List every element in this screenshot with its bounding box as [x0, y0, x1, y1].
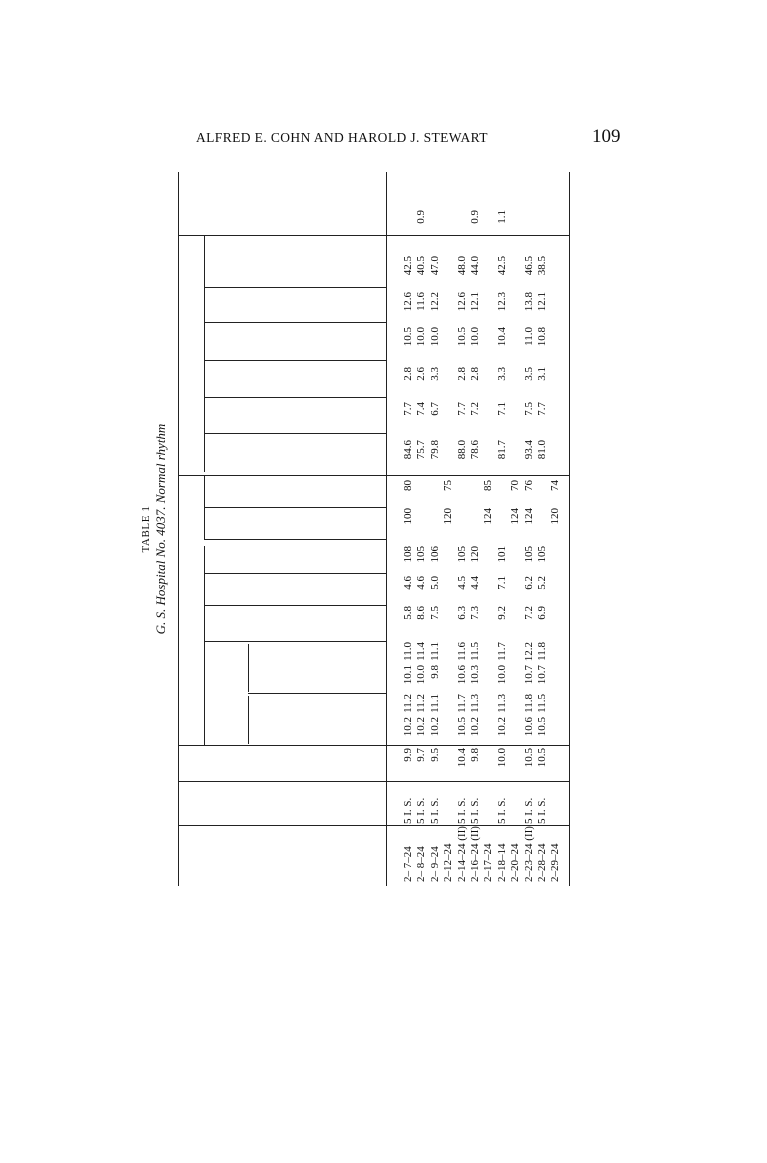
- table-caption: [140, 172, 169, 886]
- cell-mll: 7.4: [415, 402, 428, 416]
- cell-mlr: 2.8: [469, 367, 481, 381]
- column-rule: [204, 573, 386, 574]
- cell-date: 2– 9–24: [428, 846, 441, 882]
- cell-bpd: 76: [522, 480, 535, 491]
- cell-mlr: 2.8: [402, 367, 414, 381]
- column-rule: [248, 693, 386, 694]
- cell-lg: 12.3: [495, 292, 508, 312]
- cell-ra: 4.6: [402, 576, 414, 590]
- cell-mll: 7.7: [536, 402, 548, 416]
- cell-tr: 10.0: [415, 327, 428, 347]
- cell-tdc: 10.5: [536, 748, 548, 768]
- subgroup-rule-trac: [248, 644, 249, 692]
- cell-mlr: 3.3: [428, 367, 441, 381]
- subgroup-rule-orig: [248, 696, 249, 744]
- cell-ics: 5 I. S.: [455, 797, 468, 824]
- cell-bps: 120: [549, 508, 562, 525]
- cell-od: 11.7: [455, 694, 468, 713]
- cell-area: 88.0: [455, 440, 468, 460]
- cell-ics: 5 I. S.: [415, 797, 428, 824]
- cell-bpd: 74: [549, 480, 562, 491]
- cell-area: 79.8: [428, 440, 441, 460]
- cell-rate: 120: [469, 546, 481, 563]
- cell-date: 2–17–24: [482, 843, 495, 882]
- cell-od: 11.3: [495, 694, 508, 713]
- cell-mlr: 2.6: [415, 367, 428, 381]
- cell-an: 48.0: [455, 256, 468, 276]
- header-bottom-rule: [386, 172, 387, 886]
- cell-lv: 7.5: [428, 606, 441, 620]
- cell-date: 2–14–24 (II): [455, 826, 468, 882]
- cell-an: 42.5: [402, 256, 414, 276]
- cell-lg: 13.8: [522, 292, 535, 312]
- cell-td: 12.2: [522, 642, 535, 662]
- cell-lv: 7.3: [469, 606, 481, 620]
- cell-rate: 108: [402, 546, 414, 563]
- cell-bpd: 85: [482, 480, 495, 491]
- cell-an: 44.0: [469, 256, 481, 276]
- cell-rate: 106: [428, 546, 441, 563]
- cell-mlr: 3.5: [522, 367, 535, 381]
- cell-rate: 105: [455, 546, 468, 563]
- group-rule-moving: [204, 546, 205, 746]
- cell-rate: 101: [495, 546, 508, 563]
- column-rule: [204, 322, 386, 323]
- cell-an: 47.0: [428, 256, 441, 276]
- cell-bps: 124: [509, 508, 522, 525]
- cell-lv: 6.9: [536, 606, 548, 620]
- cell-od: 11.3: [469, 694, 481, 713]
- cell-lv: 8.6: [415, 606, 428, 620]
- cell-tr: 10.4: [495, 327, 508, 347]
- cell-tdc: 9.8: [469, 748, 481, 762]
- running-title: ALFRED E. COHN AND HAROLD J. STEWART: [196, 130, 488, 145]
- cell-os: 10.2: [402, 717, 414, 737]
- column-rule: [204, 605, 386, 606]
- cell-bpd: 70: [509, 480, 522, 491]
- cell-od: 11.2: [415, 694, 428, 713]
- cell-mlr: 2.8: [455, 367, 468, 381]
- cell-tdc: 9.5: [428, 748, 441, 762]
- column-rule: [204, 507, 386, 508]
- cell-rate: 105: [536, 546, 548, 563]
- cell-os: 10.2: [415, 717, 428, 737]
- cell-ra: 7.1: [495, 576, 508, 590]
- group-rule-control: [204, 236, 205, 472]
- cell-an: 42.5: [495, 256, 508, 276]
- table-label: TABLE 1: [140, 505, 152, 553]
- cell-area: 81.0: [536, 440, 548, 460]
- cell-td: 11.4: [415, 642, 428, 661]
- cell-lg: 12.6: [455, 292, 468, 312]
- cell-td: 11.5: [469, 642, 481, 661]
- column-rule: [178, 745, 569, 746]
- cell-tdc: 9.9: [402, 748, 414, 762]
- cell-mlr: 3.3: [495, 367, 508, 381]
- column-rule: [204, 287, 386, 288]
- cell-mll: 7.7: [455, 402, 468, 416]
- rotated-table: [140, 172, 570, 886]
- page-number: 109: [592, 126, 621, 147]
- top-rule: [178, 172, 179, 886]
- cell-an: 46.5: [522, 256, 535, 276]
- cell-lg: 12.6: [402, 292, 414, 312]
- cell-ts: 10.0: [495, 665, 508, 685]
- cell-area: 84.6: [402, 440, 414, 460]
- cell-ts: 10.6: [455, 665, 468, 685]
- cell-tdc: 10.0: [495, 748, 508, 768]
- cell-lg: 12.1: [469, 292, 481, 312]
- cell-date: 2–16–24 (II): [469, 826, 481, 882]
- cell-ts: 10.0: [415, 665, 428, 685]
- cell-lg: 12.1: [536, 292, 548, 312]
- column-rule: [178, 235, 569, 236]
- column-rule: [178, 475, 569, 476]
- cell-date: 2– 8–24: [415, 846, 428, 882]
- cell-bpd: 80: [402, 480, 414, 491]
- cell-dg: 0.9: [469, 210, 481, 224]
- cell-od: 11.5: [536, 694, 548, 713]
- cell-ics: 5 I. S.: [428, 797, 441, 824]
- cell-ts: 10.7: [522, 665, 535, 685]
- cell-ts: 10.1: [402, 665, 414, 685]
- cell-td: 11.6: [455, 642, 468, 661]
- cell-ra: 5.2: [536, 576, 548, 590]
- cell-mll: 6.7: [428, 402, 441, 416]
- cell-od: 11.8: [522, 694, 535, 713]
- cell-lv: 9.2: [495, 606, 508, 620]
- cell-os: 10.2: [428, 717, 441, 737]
- column-rule: [178, 825, 569, 826]
- cell-dg: 0.9: [415, 210, 428, 224]
- running-header: [0, 126, 767, 150]
- cell-mll: 7.2: [469, 402, 481, 416]
- cell-date: 2–23–24 (II): [522, 826, 535, 882]
- cell-bps: 124: [522, 508, 535, 525]
- cell-tr: 11.0: [522, 327, 535, 346]
- cell-ts: 10.7: [536, 665, 548, 685]
- cell-date: 2–29–24: [549, 843, 562, 882]
- cell-an: 38.5: [536, 256, 548, 276]
- cell-area: 81.7: [495, 440, 508, 460]
- cell-os: 10.5: [455, 717, 468, 737]
- group-rule-blood: [204, 476, 205, 540]
- bottom-rule: [569, 172, 570, 886]
- cell-date: 2– 7–24: [402, 846, 414, 882]
- cell-date: 2–20–24: [509, 843, 522, 882]
- cell-date: 2–12–24: [442, 843, 455, 882]
- cell-mll: 7.1: [495, 402, 508, 416]
- cell-tdc: 9.7: [415, 748, 428, 762]
- cell-td: 11.0: [402, 642, 414, 661]
- cell-ra: 5.0: [428, 576, 441, 590]
- cell-mll: 7.7: [402, 402, 414, 416]
- cell-bpd: 75: [442, 480, 455, 491]
- cell-os: 10.5: [536, 717, 548, 737]
- cell-ra: 4.6: [415, 576, 428, 590]
- table-title: G. S. Hospital No. 4037. Normal rhythm: [153, 423, 168, 635]
- cell-bps: 100: [402, 508, 414, 525]
- cell-ics: 5 I. S.: [495, 797, 508, 824]
- cell-tr: 10.5: [455, 327, 468, 347]
- cell-os: 10.2: [495, 717, 508, 737]
- cell-mll: 7.5: [522, 402, 535, 416]
- cell-lv: 6.3: [455, 606, 468, 620]
- cell-rate: 105: [522, 546, 535, 563]
- cell-ts: 9.8: [428, 665, 441, 679]
- cell-an: 40.5: [415, 256, 428, 276]
- column-rule: [178, 781, 569, 782]
- cell-date: 2–18–14: [495, 843, 508, 882]
- cell-ics: 5 I. S.: [469, 797, 481, 824]
- column-rule: [204, 641, 386, 642]
- cell-lv: 7.2: [522, 606, 535, 620]
- cell-bps: 124: [482, 508, 495, 525]
- data-table: [178, 172, 570, 886]
- cell-lg: 11.6: [415, 292, 428, 311]
- cell-ics: 5 I. S.: [402, 797, 414, 824]
- cell-tr: 10.0: [428, 327, 441, 347]
- cell-area: 78.6: [469, 440, 481, 460]
- cell-area: 93.4: [522, 440, 535, 460]
- cell-ra: 4.4: [469, 576, 481, 590]
- column-rule: [204, 360, 386, 361]
- cell-ts: 10.3: [469, 665, 481, 685]
- cell-area: 75.7: [415, 440, 428, 460]
- cell-dg: 1.1: [495, 210, 508, 224]
- cell-lv: 5.8: [402, 606, 414, 620]
- cell-os: 10.2: [469, 717, 481, 737]
- cell-ra: 6.2: [522, 576, 535, 590]
- cell-od: 11.2: [402, 694, 414, 713]
- cell-td: 11.7: [495, 642, 508, 661]
- column-rule: [204, 433, 386, 434]
- cell-bps: 120: [442, 508, 455, 525]
- cell-os: 10.6: [522, 717, 535, 737]
- cell-tdc: 10.4: [455, 748, 468, 768]
- cell-ics: 5 I. S.: [536, 797, 548, 824]
- cell-td: 11.8: [536, 642, 548, 661]
- cell-mlr: 3.1: [536, 367, 548, 381]
- cell-ics: 5 I. S.: [522, 797, 535, 824]
- column-rule: [204, 539, 386, 540]
- cell-td: 11.1: [428, 642, 441, 661]
- cell-tdc: 10.5: [522, 748, 535, 768]
- cell-od: 11.1: [428, 694, 441, 713]
- cell-rate: 105: [415, 546, 428, 563]
- cell-tr: 10.0: [469, 327, 481, 347]
- cell-tr: 10.5: [402, 327, 414, 347]
- cell-lg: 12.2: [428, 292, 441, 312]
- cell-date: 2–28–24: [536, 843, 548, 882]
- cell-ra: 4.5: [455, 576, 468, 590]
- column-rule: [204, 397, 386, 398]
- cell-tr: 10.8: [536, 327, 548, 347]
